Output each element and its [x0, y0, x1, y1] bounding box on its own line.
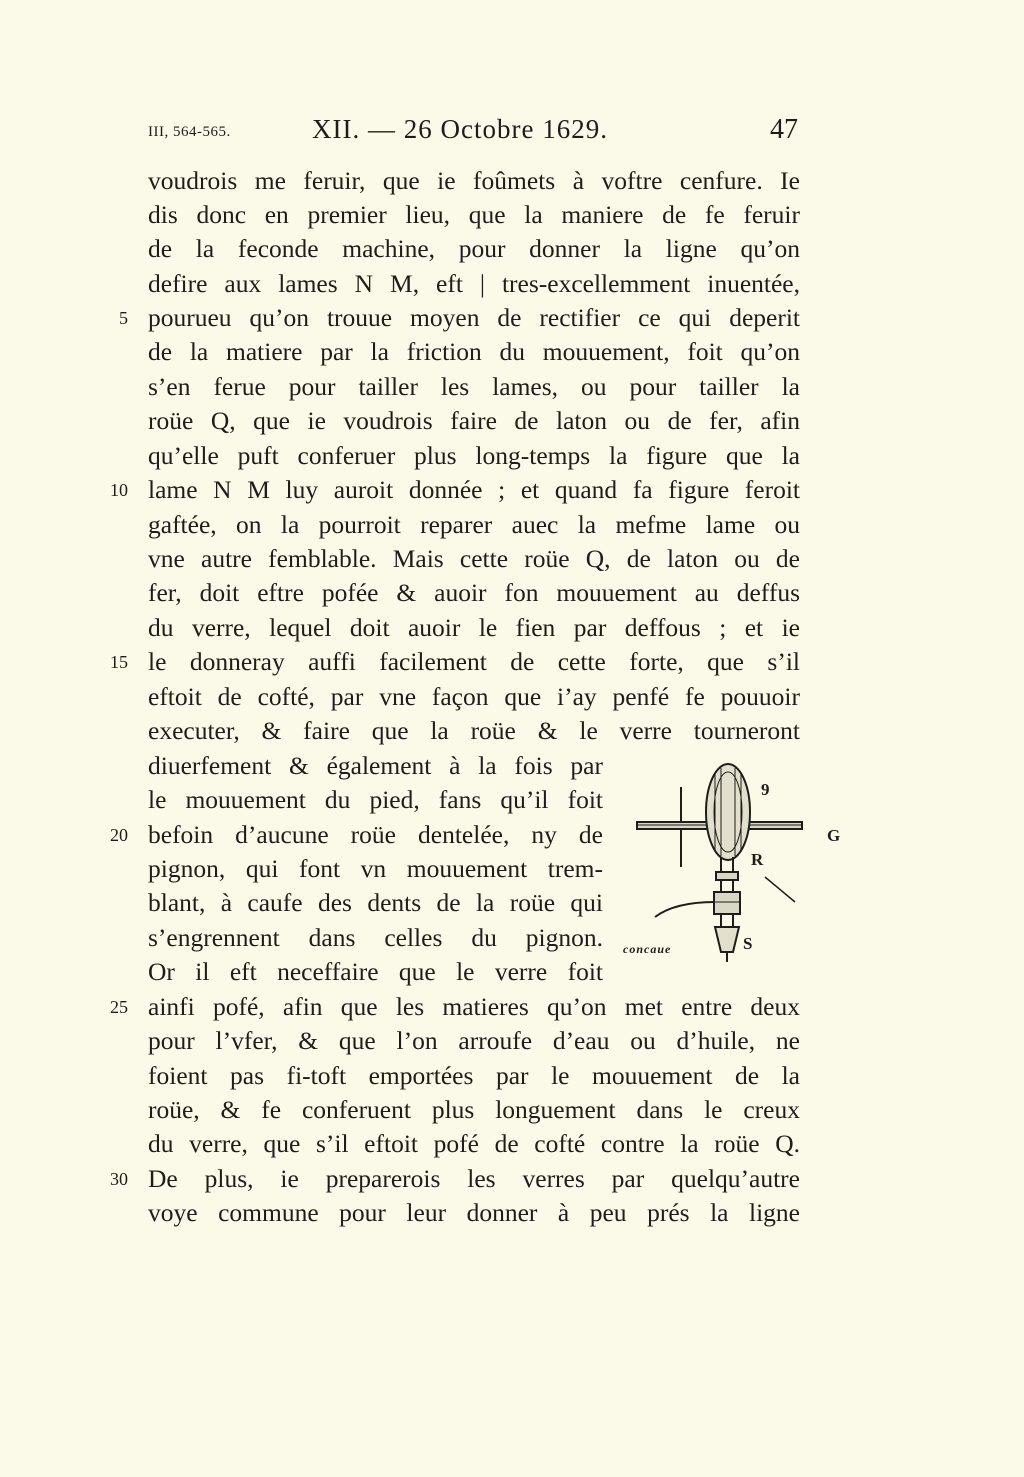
text-line: de la feconde machine, pour donner la ligne qu’on: [148, 234, 800, 263]
line-number: 30: [110, 1169, 128, 1189]
line-number: 25: [110, 997, 128, 1017]
text-line: fer, doit eftre pofée & auoir fon mouuement au deffus: [148, 578, 800, 607]
machine-illustration: [615, 752, 850, 972]
text-line: du verre, que s’il eftoit pofé de cofté contre la roüe Q.: [148, 1129, 800, 1158]
text-line: Or il eft neceffaire que le verre foit: [148, 957, 603, 986]
text-line: voudrois me feruir, que ie foûmets à voftre cenfure. Ie: [148, 166, 800, 195]
lens-grinding-machine-figure: [615, 752, 850, 972]
text-line: gaftée, on la pourroit reparer auec la mefme lame ou: [148, 510, 800, 539]
line-number: 5: [119, 308, 128, 328]
text-line: blant, à caufe des dents de la roüe qui: [148, 888, 603, 917]
line-number: 10: [110, 480, 128, 500]
text-line: roüe Q, que ie voudrois faire de laton ou de fer, afin: [148, 406, 800, 435]
text-line: qu’elle puft conferuer plus long-temps la figure que la: [148, 441, 800, 470]
text-line: De plus, ie preparerois les verres par quelqu’autre: [148, 1164, 800, 1193]
text-line: pour l’vfer, & que l’on arroufe d’eau ou d’huile, ne: [148, 1026, 800, 1055]
text-line: eftoit de cofté, par vne façon que i’ay penfé fe pouuoir: [148, 682, 800, 711]
text-line: diuerfement & également à la fois par: [148, 751, 603, 780]
text-line: ainfi pofé, afin que les matieres qu’on met entre deux: [148, 992, 800, 1021]
text-line: du verre, lequel doit auoir le fien par deffous ; et ie: [148, 613, 800, 642]
text-line: s’engrennent dans celles du pignon.: [148, 923, 603, 952]
text-line: dis donc en premier lieu, que la maniere de fe feruir: [148, 200, 800, 229]
page-number: 47: [770, 114, 798, 145]
label-s: S: [743, 934, 753, 953]
text-line: voye commune pour leur donner à peu prés la ligne: [148, 1198, 800, 1227]
label-r: R: [751, 850, 764, 869]
text-line: s’en ferue pour tailler les lames, ou pour tailler la: [148, 372, 800, 401]
text-line: le donneray auffi facilement de cette forte, que s’il: [148, 647, 800, 676]
line-number: 15: [110, 652, 128, 672]
text-line: vne autre femblable. Mais cette roüe Q, de laton ou de: [148, 544, 800, 573]
line-number: 20: [110, 825, 128, 845]
text-line: pignon, qui font vn mouuement trem-: [148, 854, 603, 883]
text-line: lame N M luy auroit donnée ; et quand fa figure feroit: [148, 475, 800, 504]
label-g: G: [827, 826, 841, 845]
text-line: foient pas fi-toft emportées par le mouuement de la: [148, 1061, 800, 1090]
volume-reference: III, 564-565.: [148, 124, 231, 140]
text-line: defire aux lames N M, eft | tres-excellemment inuentée,: [148, 269, 800, 298]
text-line: executer, & faire que la roüe & le verre tourneront: [148, 716, 800, 745]
running-header: [148, 112, 798, 154]
label-q: 9: [761, 780, 770, 799]
text-line: le mouuement du pied, fans qu’il foit: [148, 785, 603, 814]
text-line: de la matiere par la friction du mouuement, foit qu’on: [148, 337, 800, 366]
label-concave: concaue: [623, 942, 672, 956]
text-line: befoin d’aucune roüe dentelée, ny de: [148, 820, 603, 849]
text-line: pourueu qu’on trouue moyen de rectifier ce qui deperit: [148, 303, 800, 332]
text-line: roüe, & fe conferuent plus longuement dans le creux: [148, 1095, 800, 1124]
running-title: XII. — 26 Octobre 1629.: [312, 114, 608, 144]
